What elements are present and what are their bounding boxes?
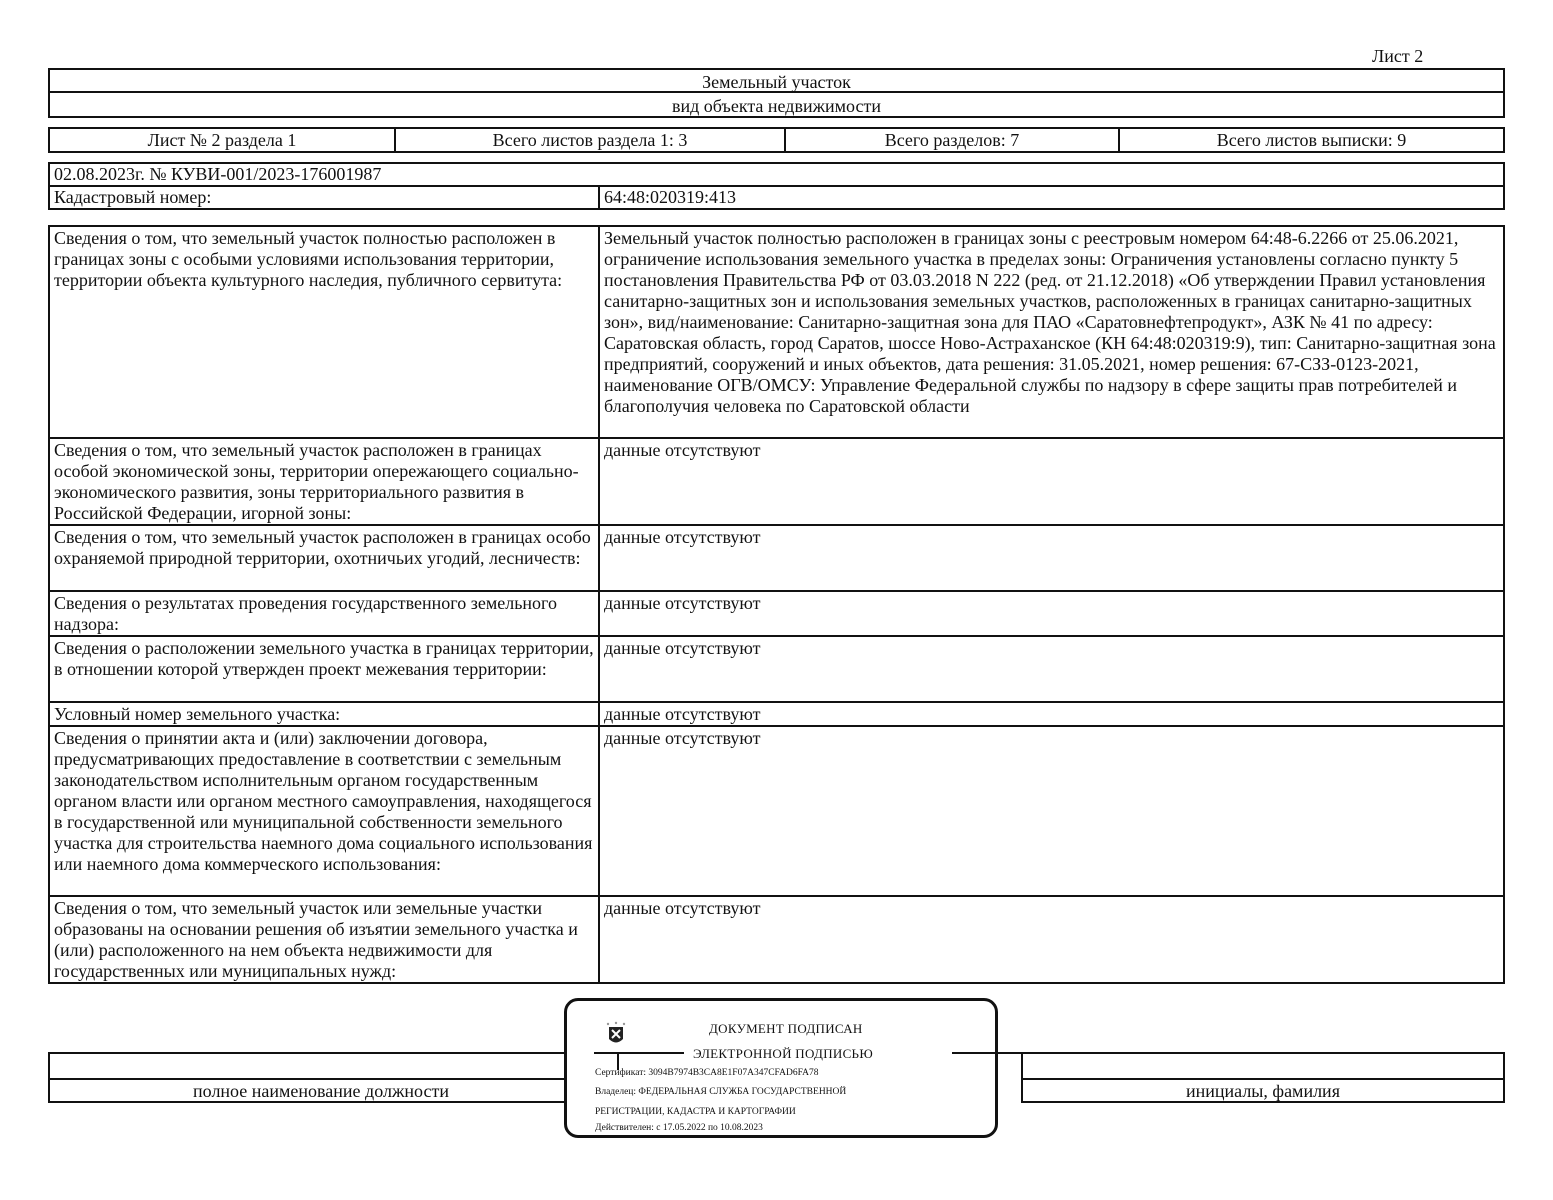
row-label: Условный номер земельного участка: bbox=[49, 702, 599, 726]
object-caption-box bbox=[48, 93, 1505, 118]
object-caption: вид объекта недвижимости bbox=[672, 96, 881, 116]
counts-table bbox=[48, 127, 1505, 153]
extract-date-number: 02.08.2023г. № КУВИ-001/2023-176001987 bbox=[49, 163, 1504, 186]
table-row bbox=[49, 525, 1504, 591]
row-value: данные отсутствуют bbox=[599, 702, 1504, 726]
cadastral-label: Кадастровый номер: bbox=[49, 186, 599, 209]
row-label: Сведения о результатах проведения государственного земельного надзора: bbox=[49, 591, 599, 636]
extract-sheets-total: Всего листов выписки: 9 bbox=[1119, 128, 1504, 152]
signature-position-divider bbox=[48, 1078, 594, 1080]
coat-of-arms-icon bbox=[603, 1021, 629, 1049]
sections-total: Всего разделов: 7 bbox=[785, 128, 1119, 152]
row-value: данные отсутствуют bbox=[599, 726, 1504, 896]
stamp-owner-line2: РЕГИСТРАЦИИ, КАДАСТРА И КАРТОГРАФИИ bbox=[595, 1107, 796, 1117]
row-label: Сведения о принятии акта и (или) заключении договора, предусматривающих предоставление в соответствии с земельным законодательством исполнительным органом государственным органом власти или органом местного самоуправления, находящегося в государственной или муниципальной собственности земельного участка для строительства наемного дома социального использования или наемного дома коммерческого использования: bbox=[49, 726, 599, 896]
stamp-title-line1: ДОКУМЕНТ ПОДПИСАН bbox=[709, 1021, 863, 1036]
signature-name-divider bbox=[1021, 1078, 1505, 1080]
stamp-certificate: Сертификат: 3094B7974B3CA8E1F07A347CFAD6FA78 bbox=[595, 1068, 819, 1078]
table-row bbox=[49, 896, 1504, 983]
cadastral-value: 64:48:020319:413 bbox=[599, 186, 1504, 209]
object-name: Земельный участок bbox=[702, 72, 851, 92]
object-name-box bbox=[48, 68, 1505, 93]
row-label: Сведения о том, что земельный участок расположен в границах особо охраняемой природной территории, охотничьих угодий, лесничеств: bbox=[49, 525, 599, 591]
stamp-connector-left bbox=[594, 1052, 684, 1054]
row-label: Сведения о том, что земельный участок полностью расположен в границах зоны с особыми условиями использования территории, территории объекта культурного наследия, публичного сервитута: bbox=[49, 226, 599, 438]
table-row bbox=[49, 591, 1504, 636]
row-label: Сведения о том, что земельный участок или земельные участки образованы на основании решения об изъятии земельного участка и (или) расположенного на нем объекта недвижимости для государственных или муниципальных нужд: bbox=[49, 896, 599, 983]
table-row bbox=[49, 438, 1504, 525]
row-value: данные отсутствуют bbox=[599, 896, 1504, 983]
section-sheets-total: Всего листов раздела 1: 3 bbox=[395, 128, 785, 152]
row-value: данные отсутствуют bbox=[599, 438, 1504, 525]
row-label: Сведения о том, что земельный участок расположен в границах особой экономической зоны, территории опережающего социально-экономического развития, зоны территориального развития в Российской Федерации, игорной зоны: bbox=[49, 438, 599, 525]
sheet-in-section: Лист № 2 раздела 1 bbox=[49, 128, 395, 152]
table-row bbox=[49, 702, 1504, 726]
name-caption: инициалы, фамилия bbox=[1186, 1081, 1340, 1101]
stamp-connector-right bbox=[952, 1052, 1021, 1054]
stamp-title-line2: ЭЛЕКТРОННОЙ ПОДПИСЬЮ bbox=[693, 1046, 873, 1061]
position-caption: полное наименование должности bbox=[193, 1081, 449, 1101]
sheet-label: Лист 2 bbox=[1372, 46, 1424, 66]
row-value: данные отсутствуют bbox=[599, 525, 1504, 591]
extract-info-table bbox=[48, 162, 1505, 210]
table-row bbox=[49, 636, 1504, 702]
table-row bbox=[49, 226, 1504, 438]
details-table bbox=[48, 225, 1505, 984]
row-value: данные отсутствуют bbox=[599, 591, 1504, 636]
row-label: Сведения о расположении земельного участка в границах территории, в отношении которой утвержден проект межевания территории: bbox=[49, 636, 599, 702]
row-value: Земельный участок полностью расположен в границах зоны с реестровым номером 64:48-6.2266 от 25.06.2021, ограничение использования земельного участка в пределах зоны: Ограничения установлены согласно пункту 5 постановления Правительства РФ от 03.03.2018 N 222 (ред. от 21.12.2018) «Об утверждении Правил установления санитарно-защитных зон и использования земельных участков, расположенных в границах санитарно-защитных зон», вид/наименование: Санитарно-защитная зона для ПАО «Саратовнефтепродукт», АЗК № 41 по адресу: Саратовская область, город Саратов, шоссе Ново-Астраханское (КН 64:48:020319:9), тип: Санитарно-защитная зона предприятий, сооружений и иных объектов, дата решения: 31.05.2021, номер решения: 67-СЗЗ-0123-2021, наименование ОГВ/ОМСУ: Управление Федеральной службы по надзору в сфере защиты прав потребителей и благополучия человека по Саратовской области bbox=[599, 226, 1504, 438]
row-value: данные отсутствуют bbox=[599, 636, 1504, 702]
stamp-owner-line1: Владелец: ФЕДЕРАЛЬНАЯ СЛУЖБА ГОСУДАРСТВЕННОЙ bbox=[595, 1087, 847, 1097]
table-row bbox=[49, 726, 1504, 896]
stamp-validity: Действителен: с 17.05.2022 по 10.08.2023 bbox=[595, 1123, 763, 1133]
e-signature-stamp bbox=[564, 998, 998, 1138]
